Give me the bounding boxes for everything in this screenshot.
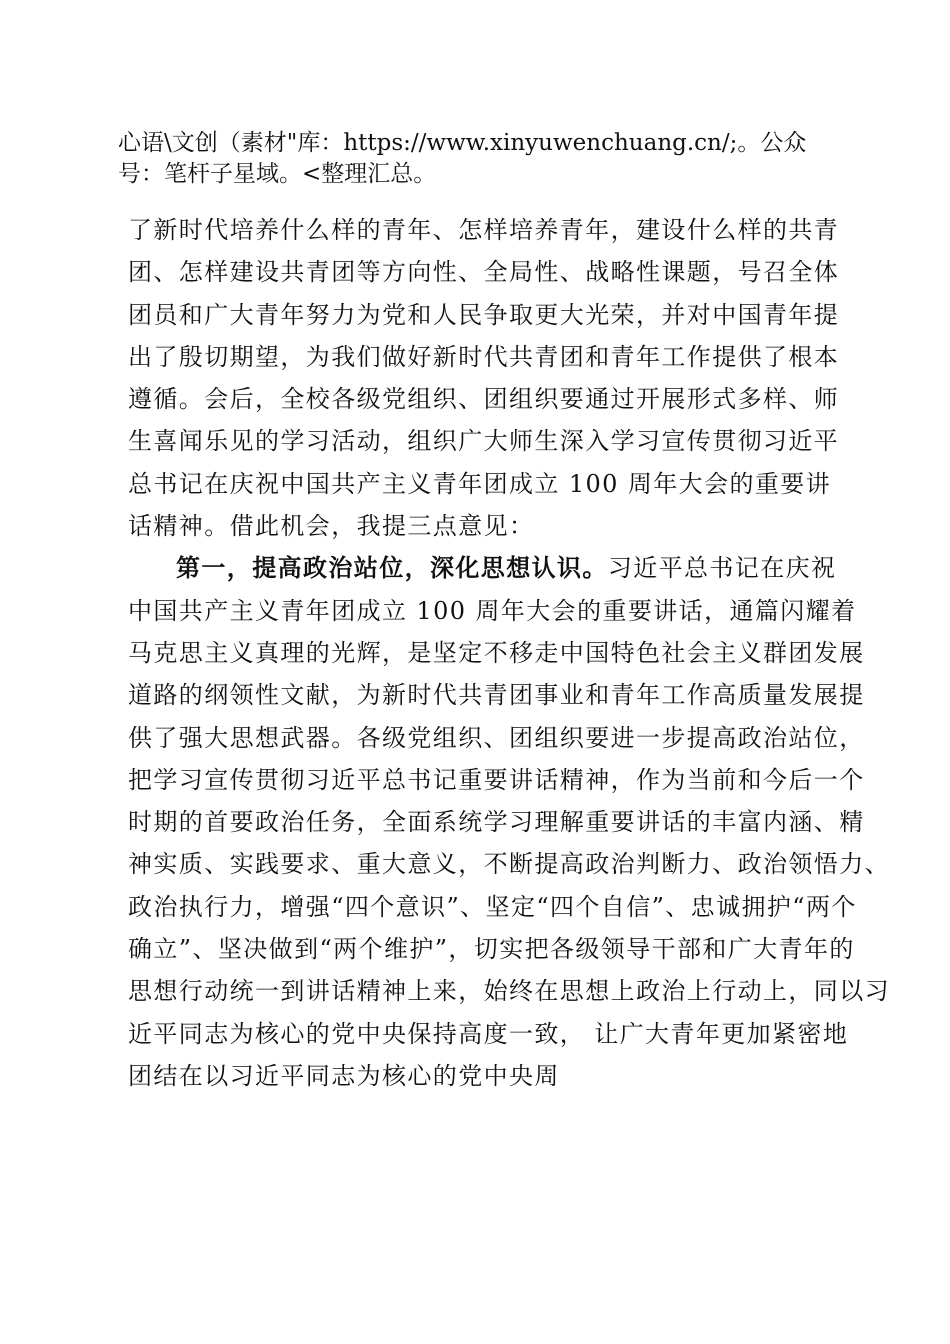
document-body [128, 209, 890, 1097]
text-line: 话精神。借此机会，我提三点意见： [128, 512, 535, 541]
paragraph-2 [128, 547, 890, 1097]
text-line: 团结在以习近平同志为核心的党中央周 [128, 1061, 560, 1090]
paragraph-heading: 第一，提高政治站位，深化思想认识。 [176, 553, 608, 583]
text-line: 中国共产主义青年团成立 100 周年大会的重要讲话，通篇闪耀着 [128, 596, 857, 625]
text-line: 生喜闻乐见的学习活动，组织广大师生深入学习宣传贯彻习近平 [128, 427, 840, 456]
text-line: 思想行动统一到讲话精神上来，始终在思想上政治上行动上，同以习 [128, 977, 890, 1006]
watermark-line-2: 号：笔杆子星域。<整理汇总。 [118, 161, 437, 187]
watermark-note [118, 128, 858, 190]
heading-continuation: 习近平总书记在庆祝 [607, 554, 837, 583]
text-line: 遵循。会后，全校各级党组织、团组织要通过开展形式多样、师 [128, 385, 840, 414]
text-line: 出了殷切期望，为我们做好新时代共青团和青年工作提供了根本 [128, 342, 840, 371]
text-line: 总书记在庆祝中国共产主义青年团成立 100 周年大会的重要讲 [128, 469, 832, 498]
text-line: 近平同志为核心的党中央保持高度一致， 让广大青年更加紧密地 [128, 1019, 849, 1048]
text-line: 确立”、坚决做到“两个维护”，切实把各级领导干部和广大青年的 [128, 935, 855, 964]
text-line: 神实质、实践要求、重大意义，不断提高政治判断力、政治领悟力、 [128, 850, 890, 879]
text-line: 团、怎样建设共青团等方向性、全局性、战略性课题，号召全体 [128, 258, 840, 287]
text-line: 把学习宣传贯彻习近平总书记重要讲话精神，作为当前和今后一个 [128, 765, 865, 794]
watermark-line-1: 心语\文创（素材"库：https://www.xinyuwenchuang.cn/;。公众 [118, 130, 807, 156]
text-line: 政治执行力，增强“四个意识”、坚定“四个自信”、忠诚拥护“两个 [128, 892, 857, 921]
text-line: 时期的首要政治任务，全面系统学习理解重要讲话的丰富内涵、精 [128, 808, 865, 837]
text-line: 供了强大思想武器。各级党组织、团组织要进一步提高政治站位， [128, 723, 865, 752]
text-line: 了新时代培养什么样的青年、怎样培养青年，建设什么样的共青 [128, 216, 840, 244]
text-line-first [128, 547, 848, 589]
text-line: 团员和广大青年努力为党和人民争取更大光荣，并对中国青年提 [128, 300, 840, 329]
text-line: 道路的纲领性文献，为新时代共青团事业和青年工作高质量发展提 [128, 681, 865, 710]
paragraph-1 [128, 209, 848, 547]
text-line: 马克思主义真理的光辉，是坚定不移走中国特色社会主义群团发展 [128, 638, 865, 667]
